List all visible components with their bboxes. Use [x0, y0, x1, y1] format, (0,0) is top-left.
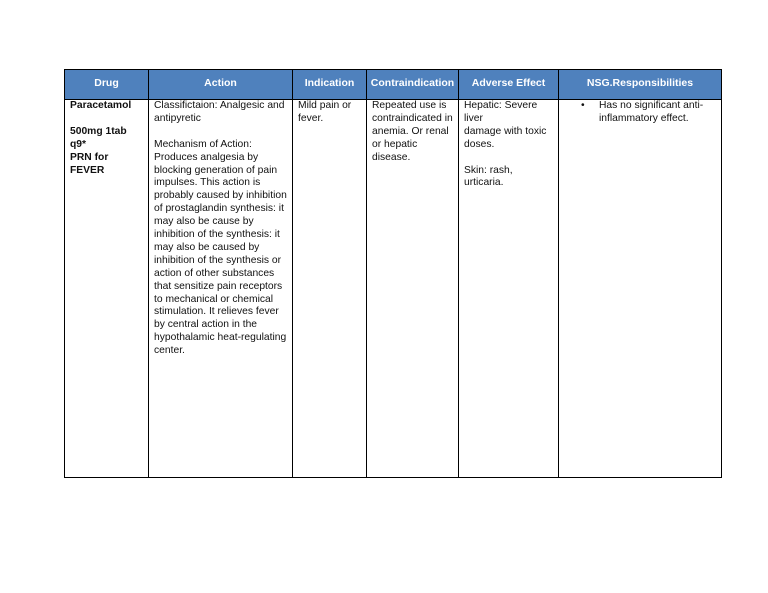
drug-name: Paracetamol	[70, 100, 132, 111]
contraindication-text: Repeated use is contraindicated in anemia. Or renal or hepatic disease.	[372, 100, 453, 163]
header-indication: Indication	[293, 70, 367, 100]
header-drug: Drug	[65, 70, 149, 100]
indication-text: Mild pain or fever.	[298, 100, 352, 124]
bullet-icon: •	[581, 100, 585, 111]
table-row	[65, 100, 722, 478]
drug-study-table	[64, 69, 722, 478]
adverse-effect-cell	[459, 100, 559, 478]
drug-dose: 500mg 1tab q9* PRN for FEVER	[70, 125, 127, 176]
adverse-effect-skin: Skin: rash, urticaria.	[464, 164, 513, 189]
adverse-effect-hepatic: Hepatic: Severe liver damage with toxic doses.	[464, 100, 547, 150]
list-item	[564, 100, 717, 126]
header-adverse-effect: Adverse Effect	[459, 70, 559, 100]
contraindication-cell	[367, 100, 459, 478]
action-classification: Classifictaion: Analgesic and antipyretic	[154, 100, 285, 124]
indication-cell	[293, 100, 367, 478]
drug-cell	[65, 100, 149, 478]
header-nsg-responsibilities: NSG.Responsibilities	[559, 70, 722, 100]
nsg-responsibilities-cell	[559, 100, 722, 478]
action-mechanism: Mechanism of Action: Produces analgesia by blocking generation of pain impulses. This action is probably caused by inhibition of prostaglandin synthesis: it may also be cause by inhibition of the synthesis: it may also be caused by inhibition of the synthesis or action of other substances that sensitize pain receptors to mechanical or chemical stimulation. It relieves fever by central action in the hypothalamic heat-regulating center.	[154, 138, 287, 357]
header-contraindication: Contraindication	[367, 70, 459, 100]
responsibility-text: Has no significant anti- inflammatory effect.	[599, 100, 704, 124]
table-header-row	[65, 70, 722, 100]
header-action: Action	[149, 70, 293, 100]
action-cell	[149, 100, 293, 478]
responsibilities-list	[564, 100, 717, 126]
